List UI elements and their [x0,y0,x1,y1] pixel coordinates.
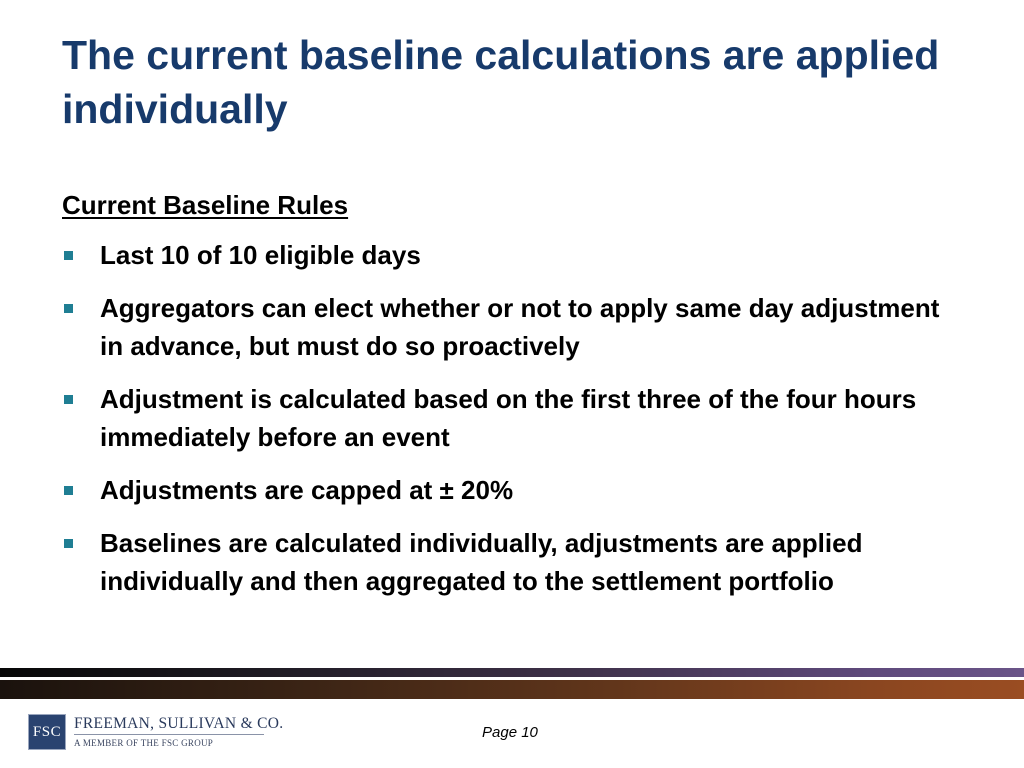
bullet-text: Aggregators can elect whether or not to apply same day adjustment in advance, but must do so proactively [100,293,940,361]
company-tagline: A MEMBER OF THE FSC GROUP [74,738,214,748]
company-logo [28,714,284,754]
square-bullet-icon [64,486,73,495]
bullet-item [62,236,942,274]
footer-divider-thin [0,668,1024,677]
footer-divider-thick [0,680,1024,699]
page-number: Page 10 [482,724,538,741]
logo-mark: FSC [28,714,66,750]
section-heading: Current Baseline Rules [62,190,349,220]
bullet-text: Baselines are calculated individually, adjustments are applied individually and then aggregated to the settlement portfolio [100,528,863,596]
bullet-item [62,289,942,365]
square-bullet-icon [64,395,73,404]
bullet-text: Last 10 of 10 eligible days [100,240,421,270]
bullet-list [62,236,942,615]
square-bullet-icon [64,251,73,260]
company-name: FREEMAN, SULLIVAN & CO. [74,715,284,732]
bullet-text: Adjustments are capped at ± 20% [100,475,514,505]
square-bullet-icon [64,539,73,548]
bullet-text: Adjustment is calculated based on the first three of the four hours immediately before an event [100,384,917,452]
slide-title: The current baseline calculations are applied individually [62,32,940,132]
square-bullet-icon [64,304,73,313]
bullet-item [62,471,942,509]
bullet-item [62,524,942,600]
bullet-item [62,380,942,456]
logo-divider [74,734,264,735]
